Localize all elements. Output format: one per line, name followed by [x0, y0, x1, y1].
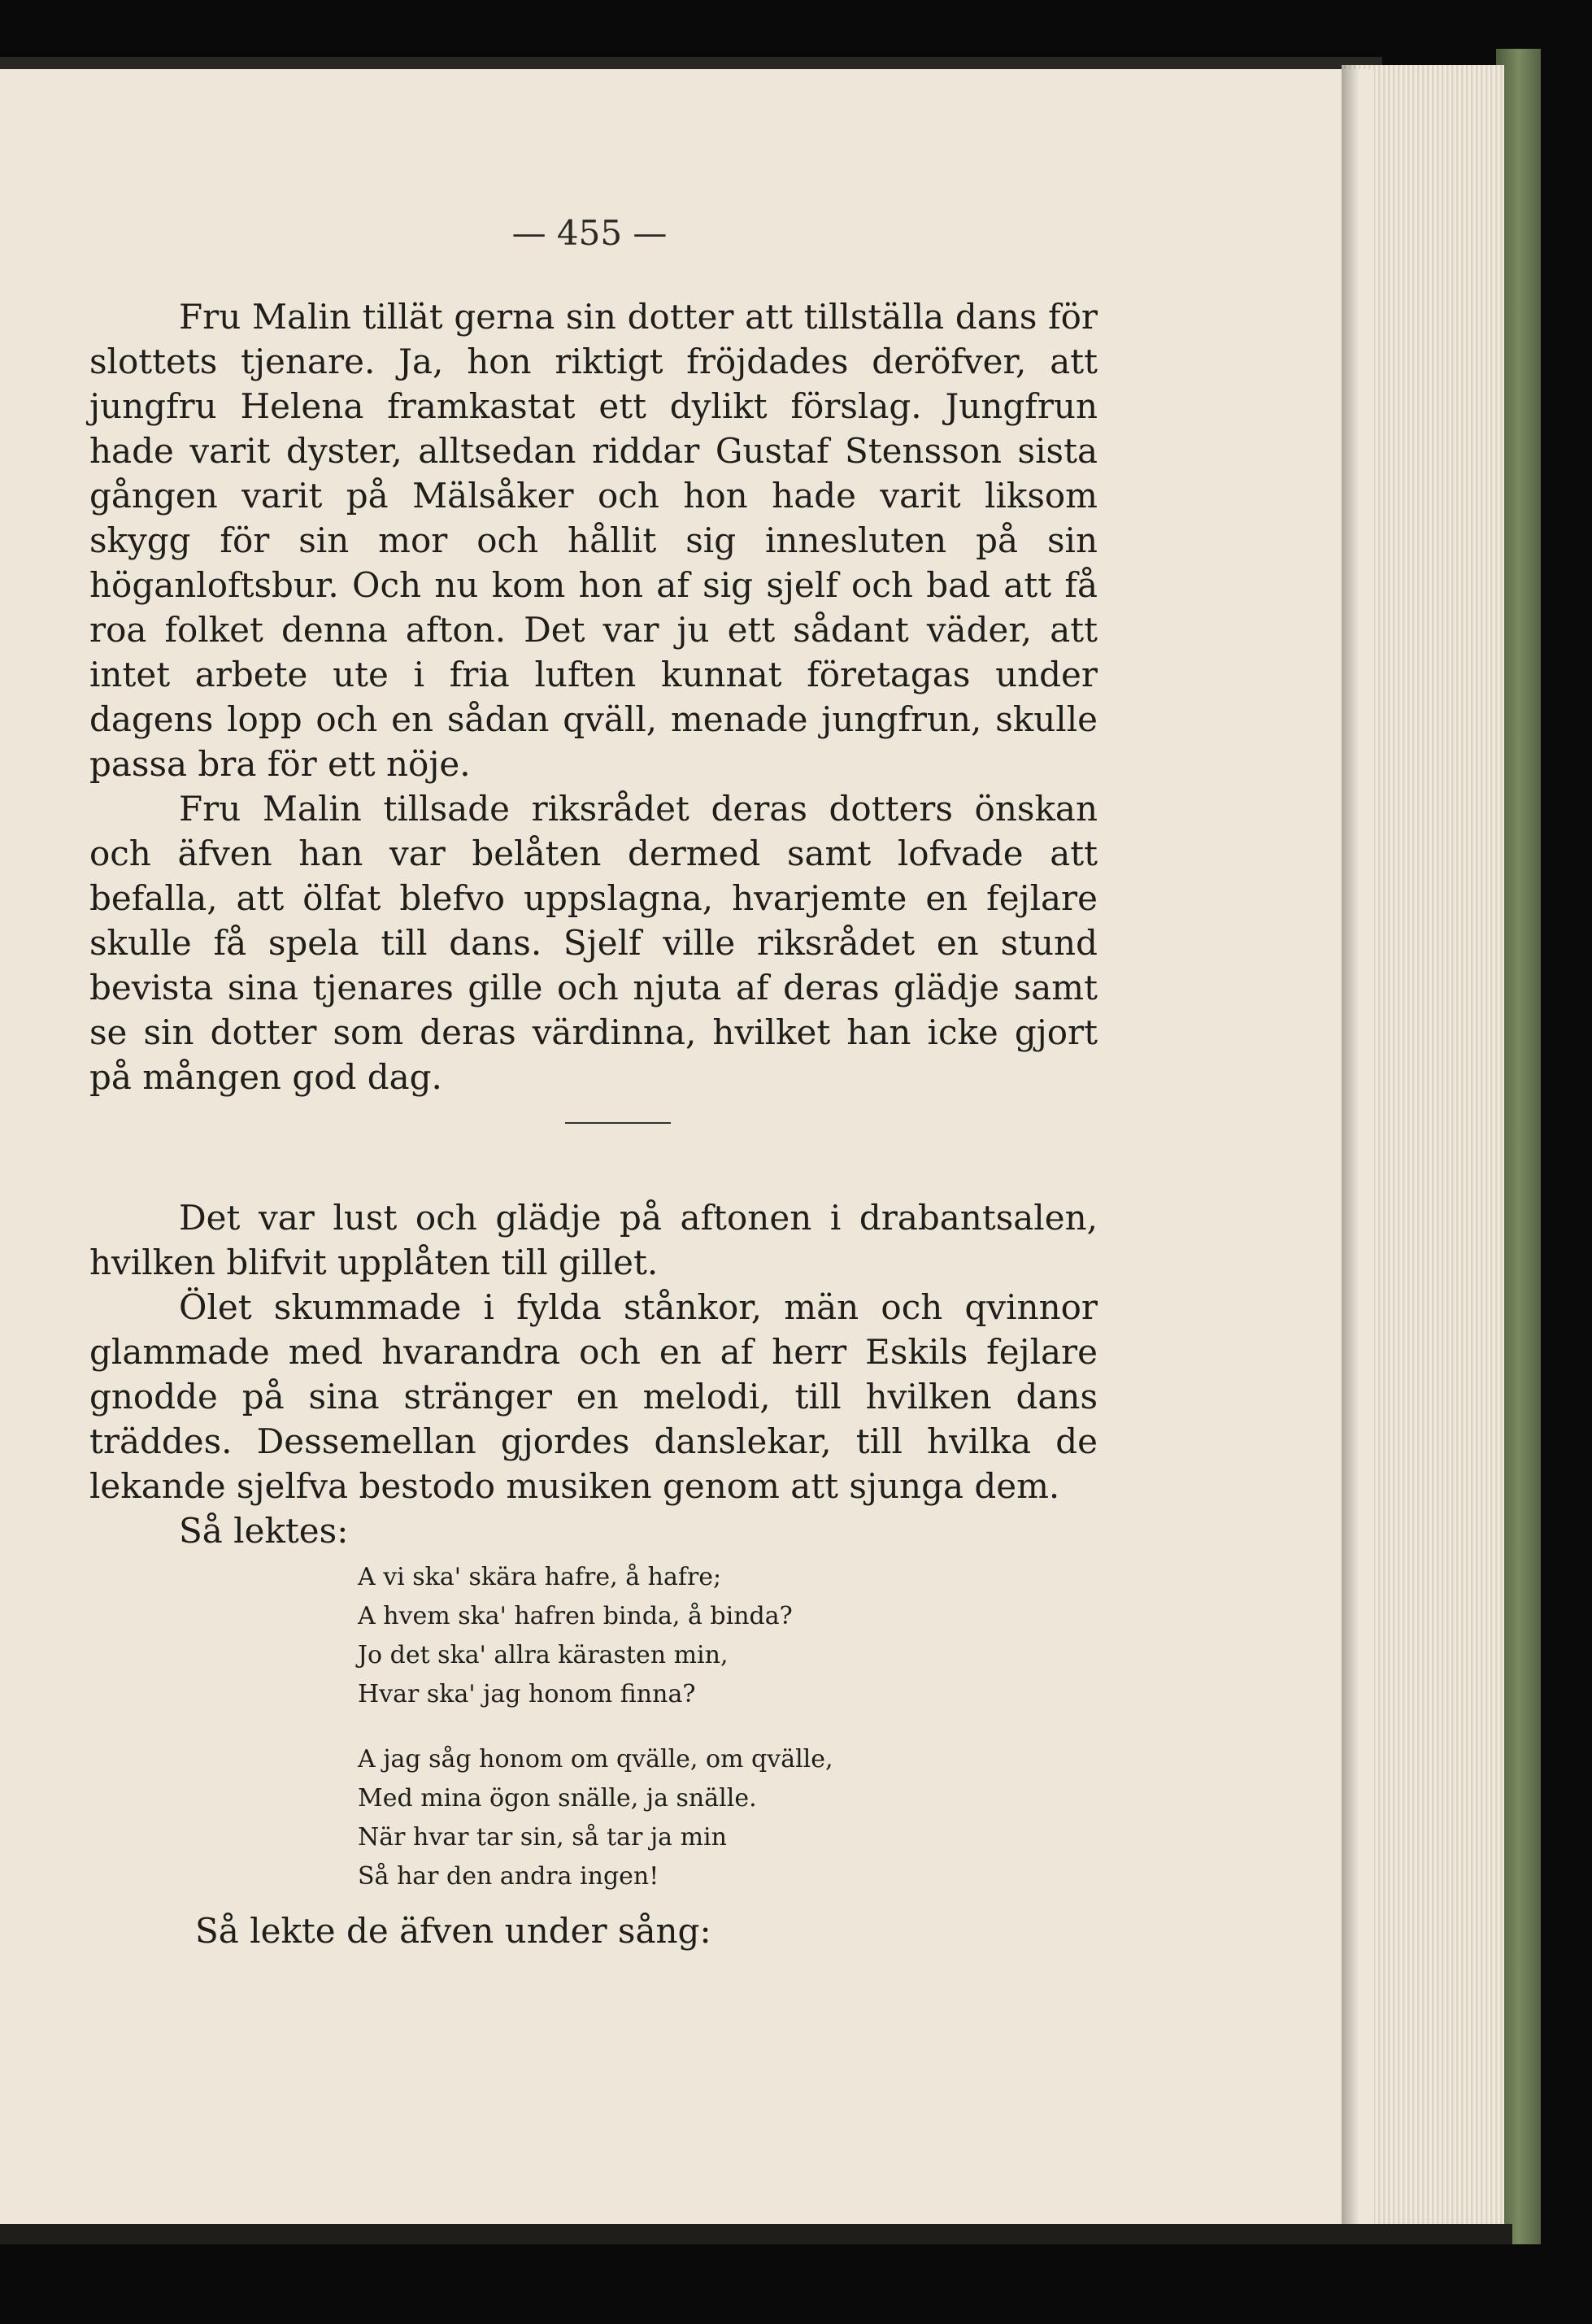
- paragraph: Så lektes:: [179, 1511, 349, 1551]
- closing-line: Så lekte de äfven under sång:: [195, 1911, 711, 1951]
- verse-line: Hvar ska' jag honom finna?: [358, 1680, 696, 1708]
- verse-line: A vi ska' skära hafre, å hafre;: [358, 1563, 722, 1591]
- verse-line: A hvem ska' hafren binda, å binda?: [358, 1602, 793, 1630]
- verse-line: Så har den andra ingen!: [358, 1862, 659, 1891]
- bottom-text-block: [89, 1195, 1098, 1553]
- verse-line: När hvar tar sin, så tar ja min: [358, 1823, 727, 1852]
- paragraph: Ölet skummade i fylda stånkor, män och qvinnor glammade med hvarandra och en af herr Eskils fejlare gnodde på sina stränger en melodi, till hvilken dans träddes. Dessemellan gjordes danslekar, till hvilka de lekande sjelfva bestodo musiken genom att sjunga dem.: [89, 1287, 1098, 1506]
- verse-line: Jo det ska' allra kärasten min,: [358, 1641, 729, 1669]
- page-number: — 455 —: [511, 213, 668, 253]
- gutter-shadow: [1342, 65, 1359, 2244]
- verse-line: Med mina ögon snälle, ja snälle.: [358, 1784, 757, 1813]
- paragraph: Fru Malin tillsade riksrådet deras dotters önskan och äfven han var belåten dermed samt lofvade att befalla, att ölfat blefvo uppslagna, hvarjemte en fejlare skulle få spela till dans. Sjelf ville riksrådet en stund bevista sina tjenares gille och njuta af deras glädje samt se sin dotter som deras värdinna, hvilket han icke gjort på mången god dag.: [89, 789, 1098, 1097]
- paragraph: Det var lust och glädje på aftonen i drabantsalen, hvilken blifvit upplåten till gillet.: [89, 1198, 1098, 1282]
- paragraph: Fru Malin tillät gerna sin dotter att tillställa dans för slottets tjenare. Ja, hon riktigt fröjdades deröfver, att jungfru Helena framkastat ett dylikt förslag. Jungfrun hade varit dyster, alltsedan riddar Gustaf Stensson sista gången varit på Mälsåker och hon hade varit liksom skygg för sin mor och hållit sig innesluten på sin höganloftsbur. Och nu kom hon af sig sjelf och bad att få roa folket denna afton. Det var ju ett sådant väder, att intet arbete ute i fria luften kunnat företagas under dagens lopp och en sådan qväll, menade jungfrun, skulle passa bra för ett nöje.: [89, 297, 1098, 784]
- song-verse-1: [358, 1558, 1008, 1714]
- top-text-block: [89, 294, 1098, 1099]
- section-divider: [565, 1122, 671, 1124]
- book-bottom-edge: [0, 2224, 1512, 2244]
- verse-line: A jag såg honom om qvälle, om qvälle,: [358, 1745, 833, 1773]
- song-verse-2: [358, 1740, 1008, 1896]
